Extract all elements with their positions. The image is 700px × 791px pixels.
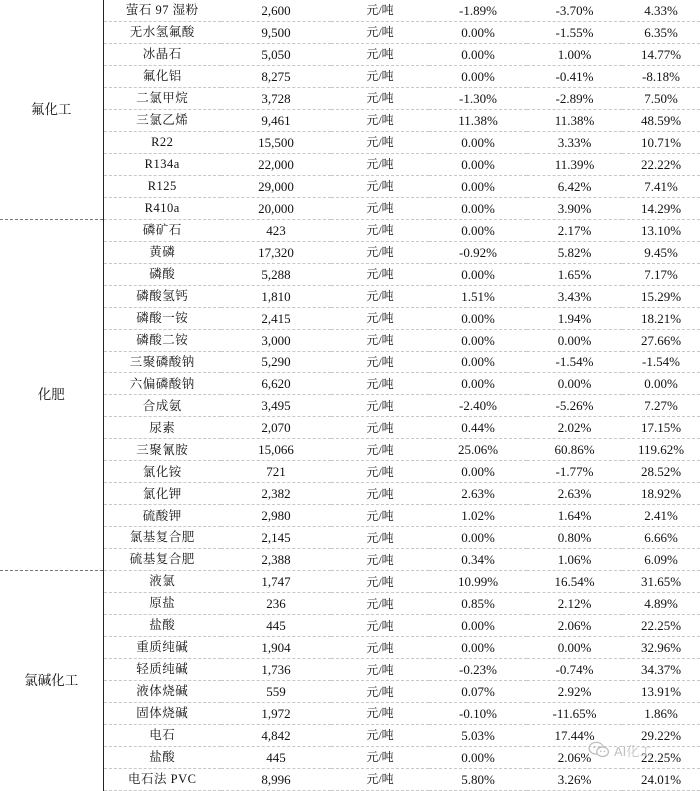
table-row: [0, 483, 700, 505]
change-year: 18.21%: [622, 307, 700, 329]
price-value: 20,000: [221, 197, 331, 219]
price-value: 8,996: [221, 768, 331, 790]
change-month: -3.70%: [527, 0, 622, 21]
change-week: 25.06%: [429, 439, 527, 461]
table-row: [0, 593, 700, 615]
product-name: 磷酸氢钙: [103, 285, 221, 307]
price-value: 2,382: [221, 483, 331, 505]
change-year: 7.50%: [622, 87, 700, 109]
unit-label: 元/吨: [331, 241, 429, 263]
change-year: 9.45%: [622, 241, 700, 263]
table-row: [0, 131, 700, 153]
unit-label: 元/吨: [331, 131, 429, 153]
change-month: -0.41%: [527, 65, 622, 87]
unit-label: 元/吨: [331, 0, 429, 21]
table-row: [0, 439, 700, 461]
unit-label: 元/吨: [331, 175, 429, 197]
watermark-text: AI化工: [614, 743, 653, 759]
product-name: 电石: [103, 724, 221, 746]
change-week: 0.34%: [429, 549, 527, 571]
change-month: -1.55%: [527, 21, 622, 43]
unit-label: 元/吨: [331, 307, 429, 329]
unit-label: 元/吨: [331, 593, 429, 615]
unit-label: 元/吨: [331, 505, 429, 527]
change-month: -5.26%: [527, 395, 622, 417]
change-year: 1.86%: [622, 703, 700, 725]
price-value: 2,415: [221, 307, 331, 329]
change-year: 22.25%: [622, 746, 700, 768]
change-week: 0.00%: [429, 615, 527, 637]
unit-label: 元/吨: [331, 87, 429, 109]
product-name: 硫基复合肥: [103, 549, 221, 571]
change-month: -0.74%: [527, 659, 622, 681]
change-week: -0.23%: [429, 659, 527, 681]
price-value: 1,972: [221, 703, 331, 725]
product-name: R410a: [103, 197, 221, 219]
price-value: 236: [221, 593, 331, 615]
change-year: 0.00%: [622, 373, 700, 395]
change-week: 0.44%: [429, 417, 527, 439]
unit-label: 元/吨: [331, 373, 429, 395]
change-week: 0.00%: [429, 351, 527, 373]
change-week: 2.63%: [429, 483, 527, 505]
unit-label: 元/吨: [331, 571, 429, 593]
price-value: 17,320: [221, 241, 331, 263]
price-value: 721: [221, 461, 331, 483]
unit-label: 元/吨: [331, 461, 429, 483]
change-year: 34.37%: [622, 659, 700, 681]
table-row: [0, 263, 700, 285]
change-month: 2.92%: [527, 681, 622, 703]
change-week: 0.00%: [429, 461, 527, 483]
product-name: 磷酸二铵: [103, 329, 221, 351]
product-name: 盐酸: [103, 615, 221, 637]
table-row: [0, 681, 700, 703]
price-value: 5,290: [221, 351, 331, 373]
table-row: [0, 241, 700, 263]
change-week: -2.40%: [429, 395, 527, 417]
change-month: 1.94%: [527, 307, 622, 329]
change-week: -0.10%: [429, 703, 527, 725]
change-year: -8.18%: [622, 65, 700, 87]
table-row: [0, 351, 700, 373]
price-value: 15,066: [221, 439, 331, 461]
unit-label: 元/吨: [331, 285, 429, 307]
product-name: 黄磷: [103, 241, 221, 263]
price-value: 29,000: [221, 175, 331, 197]
price-value: 6,620: [221, 373, 331, 395]
change-month: 0.00%: [527, 373, 622, 395]
change-year: 22.22%: [622, 153, 700, 175]
change-month: -1.77%: [527, 461, 622, 483]
price-value: 2,070: [221, 417, 331, 439]
table-row: [0, 153, 700, 175]
change-month: -2.89%: [527, 87, 622, 109]
product-name: R125: [103, 175, 221, 197]
change-month: 60.86%: [527, 439, 622, 461]
change-month: 1.00%: [527, 43, 622, 65]
table-row: [0, 43, 700, 65]
change-month: 1.64%: [527, 505, 622, 527]
change-year: 27.66%: [622, 329, 700, 351]
change-week: 0.07%: [429, 681, 527, 703]
change-year: -1.54%: [622, 351, 700, 373]
change-year: 6.09%: [622, 549, 700, 571]
unit-label: 元/吨: [331, 43, 429, 65]
product-name: 电石法 PVC: [103, 768, 221, 790]
change-month: 5.82%: [527, 241, 622, 263]
change-year: 14.29%: [622, 197, 700, 219]
product-name: 磷酸一铵: [103, 307, 221, 329]
change-week: 0.00%: [429, 527, 527, 549]
price-value: 423: [221, 219, 331, 241]
change-month: 17.44%: [527, 724, 622, 746]
change-year: 31.65%: [622, 571, 700, 593]
change-week: -1.89%: [429, 0, 527, 21]
product-name: 冰晶石: [103, 43, 221, 65]
product-name: 氯基复合肥: [103, 527, 221, 549]
price-value: 2,145: [221, 527, 331, 549]
change-month: 0.00%: [527, 637, 622, 659]
unit-label: 元/吨: [331, 615, 429, 637]
unit-label: 元/吨: [331, 65, 429, 87]
change-year: 7.17%: [622, 263, 700, 285]
table-row: [0, 505, 700, 527]
product-name: 氟化铝: [103, 65, 221, 87]
change-week: 0.85%: [429, 593, 527, 615]
unit-label: 元/吨: [331, 703, 429, 725]
watermark: [588, 733, 698, 767]
change-week: 5.03%: [429, 724, 527, 746]
unit-label: 元/吨: [331, 109, 429, 131]
change-month: 2.17%: [527, 219, 622, 241]
price-value: 9,461: [221, 109, 331, 131]
product-name: 盐酸: [103, 746, 221, 768]
price-value: 2,600: [221, 0, 331, 21]
change-month: 6.42%: [527, 175, 622, 197]
change-year: 29.22%: [622, 724, 700, 746]
change-week: 0.00%: [429, 746, 527, 768]
change-year: 13.91%: [622, 681, 700, 703]
change-year: 10.71%: [622, 131, 700, 153]
change-month: 2.12%: [527, 593, 622, 615]
unit-label: 元/吨: [331, 746, 429, 768]
table-row: [0, 659, 700, 681]
product-name: 重质纯碱: [103, 637, 221, 659]
price-value: 3,728: [221, 87, 331, 109]
change-week: 0.00%: [429, 637, 527, 659]
change-week: 5.80%: [429, 768, 527, 790]
change-week: 1.02%: [429, 505, 527, 527]
change-week: 0.00%: [429, 65, 527, 87]
unit-label: 元/吨: [331, 351, 429, 373]
product-name: 原盐: [103, 593, 221, 615]
price-value: 2,388: [221, 549, 331, 571]
change-month: 2.06%: [527, 746, 622, 768]
product-name: 二氯甲烷: [103, 87, 221, 109]
change-week: 0.00%: [429, 329, 527, 351]
table-row: [0, 175, 700, 197]
price-value: 15,500: [221, 131, 331, 153]
change-week: 0.00%: [429, 131, 527, 153]
price-value: 1,736: [221, 659, 331, 681]
product-name: 三聚磷酸钠: [103, 351, 221, 373]
table-row: [0, 87, 700, 109]
product-name: 无水氢氟酸: [103, 21, 221, 43]
unit-label: 元/吨: [331, 637, 429, 659]
product-name: 六偏磷酸钠: [103, 373, 221, 395]
product-name: 三氯乙烯: [103, 109, 221, 131]
price-value: 9,500: [221, 21, 331, 43]
price-value: 5,288: [221, 263, 331, 285]
unit-label: 元/吨: [331, 527, 429, 549]
change-month: 1.06%: [527, 549, 622, 571]
product-name: 硫酸钾: [103, 505, 221, 527]
product-name: R22: [103, 131, 221, 153]
price-value: 3,000: [221, 329, 331, 351]
change-month: 1.65%: [527, 263, 622, 285]
table-row: [0, 307, 700, 329]
product-name: 氯化铵: [103, 461, 221, 483]
price-value: 445: [221, 615, 331, 637]
unit-label: 元/吨: [331, 417, 429, 439]
table-row: [0, 65, 700, 87]
product-name: 液体烧碱: [103, 681, 221, 703]
price-value: 22,000: [221, 153, 331, 175]
product-name: 氯化钾: [103, 483, 221, 505]
change-month: -1.54%: [527, 351, 622, 373]
product-name: 萤石 97 湿粉: [103, 0, 221, 21]
unit-label: 元/吨: [331, 659, 429, 681]
product-name: 液氯: [103, 571, 221, 593]
unit-label: 元/吨: [331, 483, 429, 505]
table-row: [0, 395, 700, 417]
change-week: 0.00%: [429, 43, 527, 65]
table-row: [0, 549, 700, 571]
unit-label: 元/吨: [331, 197, 429, 219]
change-year: 2.41%: [622, 505, 700, 527]
table-row: [0, 417, 700, 439]
change-week: -1.30%: [429, 87, 527, 109]
change-week: 10.99%: [429, 571, 527, 593]
price-value: 8,275: [221, 65, 331, 87]
change-year: 4.33%: [622, 0, 700, 21]
change-year: 6.66%: [622, 527, 700, 549]
table-row: [0, 329, 700, 351]
price-value: 4,842: [221, 724, 331, 746]
table-row: [0, 197, 700, 219]
change-month: 0.00%: [527, 329, 622, 351]
table-row: [0, 219, 700, 241]
change-month: 3.33%: [527, 131, 622, 153]
table-row: [0, 637, 700, 659]
change-year: 18.92%: [622, 483, 700, 505]
change-month: 3.43%: [527, 285, 622, 307]
change-year: 119.62%: [622, 439, 700, 461]
unit-label: 元/吨: [331, 681, 429, 703]
change-month: 16.54%: [527, 571, 622, 593]
table-row: [0, 285, 700, 307]
change-month: 2.06%: [527, 615, 622, 637]
change-month: 2.63%: [527, 483, 622, 505]
price-value: 5,050: [221, 43, 331, 65]
price-value: 3,495: [221, 395, 331, 417]
unit-label: 元/吨: [331, 549, 429, 571]
product-name: 合成氨: [103, 395, 221, 417]
table-row: [0, 21, 700, 43]
change-month: 0.80%: [527, 527, 622, 549]
change-year: 15.29%: [622, 285, 700, 307]
change-year: 24.01%: [622, 768, 700, 790]
change-week: 11.38%: [429, 109, 527, 131]
change-week: -0.92%: [429, 241, 527, 263]
table-row: [0, 373, 700, 395]
change-year: 28.52%: [622, 461, 700, 483]
change-month: 2.02%: [527, 417, 622, 439]
change-week: 0.00%: [429, 263, 527, 285]
price-value: 1,904: [221, 637, 331, 659]
unit-label: 元/吨: [331, 21, 429, 43]
wechat-icon: [588, 741, 610, 759]
change-month: -11.65%: [527, 703, 622, 725]
unit-label: 元/吨: [331, 768, 429, 790]
price-value: 559: [221, 681, 331, 703]
product-name: 三聚氰胺: [103, 439, 221, 461]
unit-label: 元/吨: [331, 219, 429, 241]
product-name: R134a: [103, 153, 221, 175]
change-year: 7.27%: [622, 395, 700, 417]
change-week: 0.00%: [429, 175, 527, 197]
change-year: 32.96%: [622, 637, 700, 659]
category-label: 化肥: [0, 219, 103, 571]
table-row: [0, 109, 700, 131]
change-month: 3.90%: [527, 197, 622, 219]
unit-label: 元/吨: [331, 329, 429, 351]
change-year: 4.89%: [622, 593, 700, 615]
change-year: 48.59%: [622, 109, 700, 131]
change-week: 0.00%: [429, 21, 527, 43]
table-row: [0, 768, 700, 790]
unit-label: 元/吨: [331, 724, 429, 746]
unit-label: 元/吨: [331, 263, 429, 285]
product-name: 尿素: [103, 417, 221, 439]
table-row: [0, 703, 700, 725]
unit-label: 元/吨: [331, 395, 429, 417]
change-week: 0.00%: [429, 219, 527, 241]
change-month: 11.39%: [527, 153, 622, 175]
change-year: 6.35%: [622, 21, 700, 43]
change-week: 0.00%: [429, 373, 527, 395]
change-week: 0.00%: [429, 307, 527, 329]
change-year: 22.25%: [622, 615, 700, 637]
change-month: 3.26%: [527, 768, 622, 790]
product-name: 磷矿石: [103, 219, 221, 241]
price-value: 2,980: [221, 505, 331, 527]
price-value: 445: [221, 746, 331, 768]
product-name: 轻质纯碱: [103, 659, 221, 681]
category-label: 氟化工: [0, 0, 103, 219]
change-week: 0.00%: [429, 197, 527, 219]
product-name: 固体烧碱: [103, 703, 221, 725]
price-value: 1,747: [221, 571, 331, 593]
price-value: 1,810: [221, 285, 331, 307]
table-row: [0, 0, 700, 21]
change-month: 11.38%: [527, 109, 622, 131]
category-label: 氯碱化工: [0, 571, 103, 791]
change-year: 14.77%: [622, 43, 700, 65]
change-year: 7.41%: [622, 175, 700, 197]
change-week: 1.51%: [429, 285, 527, 307]
table-row: [0, 527, 700, 549]
change-year: 13.10%: [622, 219, 700, 241]
table-row: [0, 615, 700, 637]
change-year: 17.15%: [622, 417, 700, 439]
change-week: 0.00%: [429, 153, 527, 175]
unit-label: 元/吨: [331, 153, 429, 175]
table-row: [0, 461, 700, 483]
product-name: 磷酸: [103, 263, 221, 285]
unit-label: 元/吨: [331, 439, 429, 461]
table-row: [0, 571, 700, 593]
